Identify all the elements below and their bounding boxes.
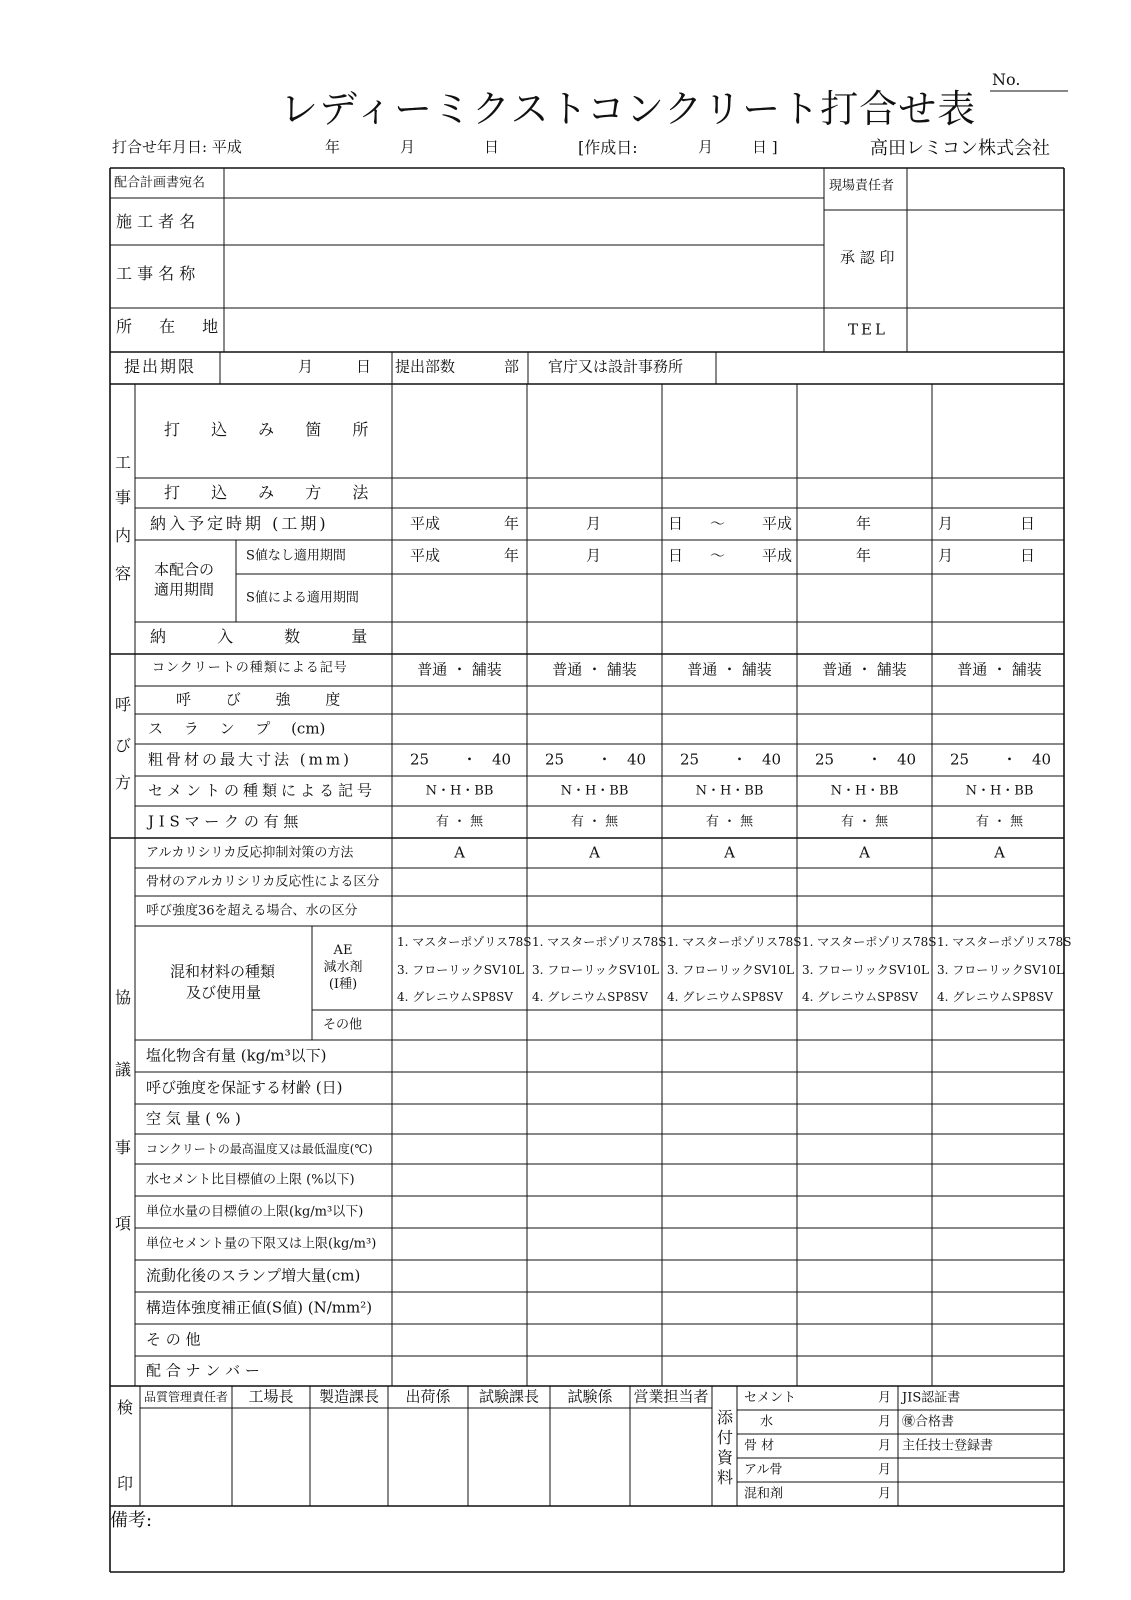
alkali-value: A <box>724 843 735 862</box>
consult-row-label: 配 合 ナ ン バ ー <box>146 1361 260 1380</box>
admixture-item: 3. フローリックSV10L <box>937 963 1064 977</box>
deadline-month: 月 <box>298 357 314 376</box>
attach-item-name: セメント <box>744 1390 797 1406</box>
section-call-char: 方 <box>114 773 131 792</box>
period-month: 月 <box>586 514 602 533</box>
attach-item-name: アル骨 <box>744 1462 783 1478</box>
cement-label: セメントの種類による記号 <box>148 781 377 800</box>
period-month: 月 <box>938 546 954 565</box>
attach-item-name: 骨 材 <box>744 1438 775 1454</box>
meeting-date-label: 打合せ年月日: 平成 <box>112 138 242 156</box>
created-date-label: [作成日: <box>578 138 638 157</box>
attach-item-name: 混和剤 <box>744 1486 784 1502</box>
section-consult-char: 議 <box>114 1060 131 1079</box>
consult-row-label: 空 気 量 ( % ) <box>146 1109 241 1128</box>
period-year: 年 <box>856 546 872 565</box>
kind-value: 普通 ・ 舗装 <box>552 660 637 679</box>
aggregate-value-b: 40 <box>1032 750 1052 769</box>
attach-item-doc: JIS認証書 <box>902 1390 961 1406</box>
pour-place-label: 打 込 み 箇 所 <box>164 420 369 439</box>
jis-label: J I S マ ー ク の 有 無 <box>148 812 299 831</box>
attach-label-char: 付 <box>716 1428 733 1447</box>
consult-row-label: 水セメント比目標値の上限 (%以下) <box>146 1172 355 1188</box>
strength-label: 呼 び 強 度 <box>176 690 341 709</box>
attach-item-doc: ㊝合格書 <box>902 1414 955 1430</box>
aggregate-value-a: 25 <box>680 750 700 769</box>
attach-item-doc: 主任技士登録書 <box>902 1438 994 1454</box>
site-manager-label: 現場責任者 <box>829 178 895 194</box>
water-class-label: 呼び強度36を超える場合、水の区分 <box>146 903 358 919</box>
builder-label: 施 工 者 名 <box>116 212 196 231</box>
admixture-item: 1. マスターポゾリス78S <box>532 935 667 949</box>
aggregate-dot: ・ <box>1002 750 1018 769</box>
alkali-value: A <box>589 843 600 862</box>
period-day: 日 <box>668 514 684 533</box>
alkali-method-label: アルカリシリカ反応抑制対策の方法 <box>146 845 354 861</box>
period-tilde: 〜 <box>710 514 726 533</box>
meeting-month: 月 <box>400 138 416 156</box>
office-label: 官庁又は設計事務所 <box>548 357 684 376</box>
section-work-char: 容 <box>114 564 131 583</box>
aggregate-value-a: 25 <box>410 750 430 769</box>
attach-label-char: 資 <box>716 1448 733 1467</box>
consult-row-label: 塩化物含有量 (kg/m³以下) <box>146 1046 327 1065</box>
ae-label: AE <box>333 943 353 958</box>
attach-item-month: 月 <box>878 1390 892 1406</box>
aggregate-value-b: 40 <box>897 750 917 769</box>
period-month: 月 <box>938 514 954 533</box>
alkali-class-label: 骨材のアルカリシリカ反応性による区分 <box>146 874 380 890</box>
period-day: 日 <box>1020 546 1036 565</box>
delivery-period-label: 納入予定時期 (工期) <box>150 514 329 533</box>
aggregate-value-b: 40 <box>762 750 782 769</box>
quantity-label: 納 入 数 量 <box>150 627 368 646</box>
seal-role-label: 品質管理責任者 <box>143 1390 229 1404</box>
period-month: 月 <box>586 546 602 565</box>
consult-row-label: そ の 他 <box>146 1330 201 1349</box>
admixture-item: 3. フローリックSV10L <box>667 963 794 977</box>
section-seal-char: 印 <box>116 1474 133 1493</box>
kind-symbol-label: コンクリートの種類による記号 <box>152 660 348 676</box>
aggregate-dot: ・ <box>732 750 748 769</box>
tel-label: TEL <box>848 320 888 339</box>
copies-label: 提出部数 <box>395 357 456 376</box>
created-month: 月 <box>698 138 714 156</box>
consult-row-label: 単位水量の目標値の上限(kg/m³以下) <box>146 1204 364 1220</box>
consult-row-label: コンクリートの最高温度又は最低温度(℃) <box>146 1142 373 1156</box>
plan-addressee-label: 配合計画書宛名 <box>114 175 206 191</box>
ae-label: 減水剤 <box>323 960 363 975</box>
cement-value: N・H・BB <box>965 783 1034 799</box>
s-by-period-label: S値による適用期間 <box>246 590 359 606</box>
admixture-item: 4. グレニウムSP8SV <box>937 990 1053 1004</box>
remarks-label: 備考: <box>110 1510 153 1531</box>
created-day: 日 ] <box>752 138 778 156</box>
jis-value: 有 ・ 無 <box>705 814 754 830</box>
seal-role-label: 営業担当者 <box>633 1387 709 1406</box>
period-day: 日 <box>1020 514 1036 533</box>
admixture-item: 1. マスターポゾリス78S <box>667 935 802 949</box>
meeting-year: 年 <box>325 138 341 156</box>
jis-value: 有 ・ 無 <box>435 814 484 830</box>
attach-label-char: 添 <box>716 1408 733 1427</box>
admixture-item: 1. マスターポゾリス78S <box>397 935 532 949</box>
deadline-day: 日 <box>356 357 372 376</box>
slump-label: ス ラ ン プ (cm) <box>148 719 326 738</box>
aggregate-dot: ・ <box>462 750 478 769</box>
section-consult-char: 協 <box>114 988 131 1007</box>
admixture-label: 混和材料の種類 <box>170 962 276 981</box>
kind-value: 普通 ・ 舗装 <box>822 660 907 679</box>
admixture-item: 3. フローリックSV10L <box>397 963 524 977</box>
consult-row-label: 呼び強度を保証する材齢 (日) <box>146 1078 343 1097</box>
cement-value: N・H・BB <box>560 783 629 799</box>
attach-label-char: 料 <box>716 1468 733 1487</box>
period-day: 日 <box>668 546 684 565</box>
consult-row-label: 構造体強度補正値(S値) (N/mm²) <box>146 1298 373 1317</box>
admixture-item: 4. グレニウムSP8SV <box>802 990 918 1004</box>
period-tilde: 〜 <box>710 546 726 565</box>
pour-method-label: 打 込 み 方 法 <box>164 483 369 502</box>
admixture-item: 1. マスターポゾリス78S <box>802 935 937 949</box>
seal-role-label: 出荷係 <box>405 1387 451 1406</box>
period-year: 年 <box>856 514 872 533</box>
cement-value: N・H・BB <box>425 783 494 799</box>
admixture-item: 4. グレニウムSP8SV <box>532 990 648 1004</box>
approval-seal-label: 承 認 印 <box>840 248 895 267</box>
location-label: 所 在 地 <box>116 317 219 336</box>
attach-item-month: 月 <box>878 1462 892 1478</box>
other-admix-label: その他 <box>323 1017 363 1033</box>
deadline-label: 提出期限 <box>124 357 197 376</box>
period-year: 年 <box>504 514 520 533</box>
aggregate-value-a: 25 <box>815 750 835 769</box>
section-call-char: 呼 <box>114 695 131 714</box>
attach-item-month: 月 <box>878 1414 892 1430</box>
seal-role-label: 試験課長 <box>478 1387 540 1406</box>
admixture-item: 1. マスターポゾリス78S <box>937 935 1072 949</box>
alkali-value: A <box>994 843 1005 862</box>
seal-role-label: 製造課長 <box>318 1387 380 1406</box>
cement-value: N・H・BB <box>830 783 899 799</box>
aggregate-value-a: 25 <box>545 750 565 769</box>
consult-row-label: 流動化後のスランプ増大量(cm) <box>146 1266 361 1285</box>
admixture-item: 3. フローリックSV10L <box>532 963 659 977</box>
section-work-char: 工 <box>114 453 131 472</box>
admixture-item: 4. グレニウムSP8SV <box>667 990 783 1004</box>
period-era: 平成 <box>762 546 793 565</box>
number-label: No. <box>992 70 1021 89</box>
section-consult-char: 項 <box>114 1214 131 1233</box>
attach-item-month: 月 <box>878 1486 892 1502</box>
meeting-day: 日 <box>484 138 500 156</box>
copies-unit: 部 <box>504 357 520 376</box>
section-work-char: 内 <box>114 526 131 545</box>
aggregate-value-a: 25 <box>950 750 970 769</box>
company-name: 高田レミコン株式会社 <box>870 138 1050 159</box>
period-year: 年 <box>504 546 520 565</box>
period-era: 平成 <box>762 514 793 533</box>
aggregate-value-b: 40 <box>492 750 512 769</box>
cement-value: N・H・BB <box>695 783 764 799</box>
jis-value: 有 ・ 無 <box>570 814 619 830</box>
section-seal-char: 検 <box>116 1398 133 1417</box>
attach-item-name: 水 <box>760 1414 774 1430</box>
section-call-char: び <box>114 736 131 755</box>
section-consult-char: 事 <box>114 1138 131 1157</box>
seal-role-label: 試験係 <box>567 1387 613 1406</box>
aggregate-value-b: 40 <box>627 750 647 769</box>
admixture-item: 3. フローリックSV10L <box>802 963 929 977</box>
seal-role-label: 工場長 <box>248 1387 294 1406</box>
s-none-period-label: S値なし適用期間 <box>246 548 346 564</box>
admixture-label: 及び使用量 <box>186 983 262 1002</box>
kind-value: 普通 ・ 舗装 <box>957 660 1042 679</box>
consult-row-label: 単位セメント量の下限又は上限(kg/m³) <box>146 1236 377 1252</box>
ae-label: (I種) <box>328 977 358 992</box>
aggregate-label: 粗骨材の最大寸法 (mm) <box>148 750 352 769</box>
project-name-label: 工 事 名 称 <box>116 264 196 283</box>
kind-value: 普通 ・ 舗装 <box>417 660 502 679</box>
aggregate-dot: ・ <box>597 750 613 769</box>
jis-value: 有 ・ 無 <box>840 814 889 830</box>
applicable-label: 適用期間 <box>154 580 215 599</box>
aggregate-dot: ・ <box>867 750 883 769</box>
alkali-value: A <box>454 843 465 862</box>
period-era: 平成 <box>410 514 441 533</box>
period-era: 平成 <box>410 546 441 565</box>
form-title: レディーミクストコンクリート打合せ表 <box>280 87 977 131</box>
jis-value: 有 ・ 無 <box>975 814 1024 830</box>
applicable-label: 本配合の <box>154 560 215 579</box>
section-work-char: 事 <box>114 488 131 507</box>
alkali-value: A <box>859 843 870 862</box>
admixture-item: 4. グレニウムSP8SV <box>397 990 513 1004</box>
attach-item-month: 月 <box>878 1438 892 1454</box>
kind-value: 普通 ・ 舗装 <box>687 660 772 679</box>
